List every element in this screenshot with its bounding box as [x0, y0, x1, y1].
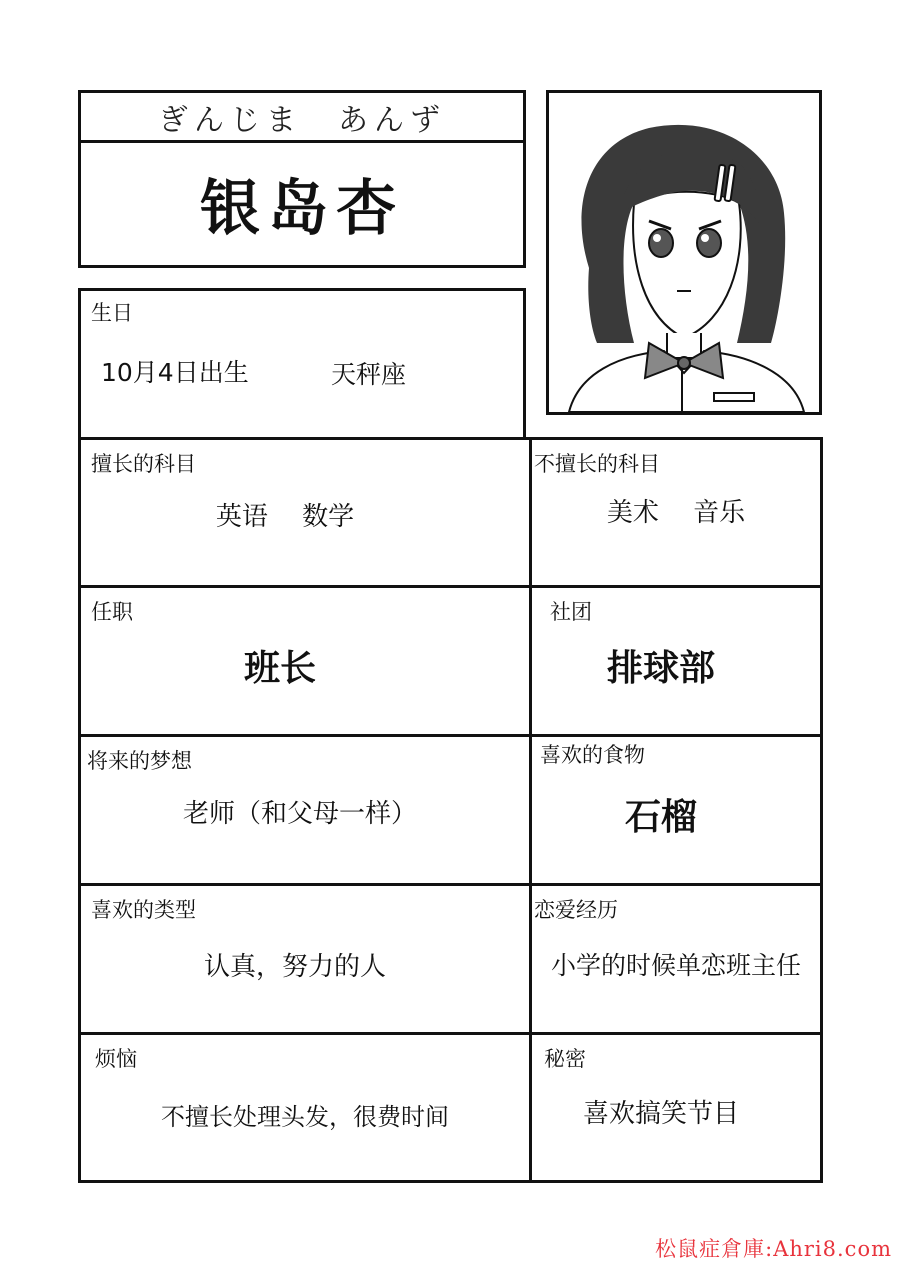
cell-label: 恋爱经历 — [534, 898, 618, 922]
portrait-illustration — [549, 93, 819, 412]
cell-label: 不擅长的科目 — [534, 452, 660, 476]
cell-label: 烦恼 — [95, 1047, 137, 1071]
name-card — [78, 90, 526, 268]
character-portrait — [546, 90, 822, 415]
cell-label: 喜欢的食物 — [540, 743, 645, 767]
cell-value: 认真，努力的人 — [203, 952, 386, 982]
bad-subjects-cell — [532, 440, 820, 588]
cell-value: 英语 数学 — [215, 502, 355, 532]
birthday-date: 10月4日出生 — [101, 358, 249, 387]
birthday-section — [78, 288, 526, 440]
cell-label: 擅长的科目 — [91, 452, 196, 476]
profile-grid — [78, 437, 823, 1183]
favorite-type-cell — [81, 886, 529, 1034]
zodiac-sign: 天秤座 — [331, 360, 407, 389]
cell-value: 美术 音乐 — [606, 498, 746, 528]
cell-label: 秘密 — [544, 1047, 586, 1071]
cell-value: 班长 — [243, 648, 316, 689]
position-cell — [81, 588, 529, 736]
cell-value: 排球部 — [606, 648, 715, 689]
club-cell — [532, 588, 820, 736]
good-subjects-cell — [81, 440, 529, 588]
name-furigana: ぎんじま あんず — [81, 93, 523, 143]
worries-cell — [81, 1035, 529, 1183]
cell-label: 将来的梦想 — [87, 749, 192, 773]
cell-label: 喜欢的类型 — [91, 898, 196, 922]
romance-history-cell — [532, 886, 820, 1034]
cell-value: 不擅长处理头发，很费时间 — [161, 1103, 449, 1131]
cell-label: 社团 — [550, 600, 592, 624]
favorite-food-cell — [532, 737, 820, 885]
cell-value: 石榴 — [624, 797, 697, 838]
cell-label: 任职 — [91, 600, 133, 624]
cell-value: 喜欢搞笑节目 — [582, 1099, 739, 1129]
birthday-label: 生日 — [91, 301, 133, 325]
secret-cell — [532, 1035, 820, 1183]
cell-value: 小学的时候单恋班主任 — [550, 951, 801, 980]
site-watermark: 松鼠症倉庫:Ahri8.com — [655, 1237, 892, 1261]
cell-value: 老师（和父母一样） — [182, 799, 417, 829]
future-dream-cell — [81, 737, 529, 885]
character-name: 银岛杏 — [200, 174, 404, 244]
